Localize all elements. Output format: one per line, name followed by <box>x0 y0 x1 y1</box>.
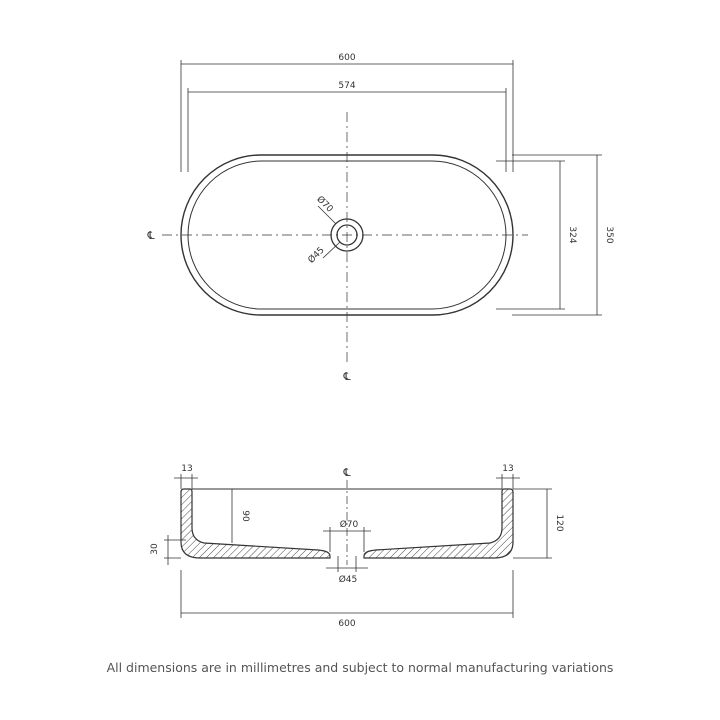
waste-outer-diameter-label: Ø70 <box>314 194 335 215</box>
dim-574-label: 574 <box>338 81 356 91</box>
dim-70-label: Ø70 <box>339 520 359 530</box>
dim-13-right-label: 13 <box>502 464 514 474</box>
dim-324-label: 324 <box>567 226 577 244</box>
dim-45-label: Ø45 <box>338 575 358 585</box>
centreline-symbol-left: ℄ <box>147 229 155 242</box>
dim-600-label: 600 <box>338 53 356 63</box>
dim-600-section-label: 600 <box>338 619 356 629</box>
waste-inner-diameter-label: Ø45 <box>306 245 327 266</box>
dim-13-left-label: 13 <box>181 464 193 474</box>
dim-90-label: 90 <box>240 510 250 522</box>
waste-leader-lower <box>323 242 340 258</box>
section-left-wall <box>181 489 330 558</box>
plan-view <box>162 60 602 365</box>
section-centreline-symbol: ℄ <box>343 466 351 479</box>
dim-30-label: 30 <box>150 543 160 555</box>
section-right-wall <box>364 489 513 558</box>
centreline-symbol-bottom: ℄ <box>343 370 351 383</box>
footnote: All dimensions are in millimetres and subject to normal manufacturing variations <box>106 660 614 675</box>
dim-350-label: 350 <box>604 226 614 244</box>
dim-120-label: 120 <box>554 514 564 532</box>
section-view <box>164 474 552 618</box>
